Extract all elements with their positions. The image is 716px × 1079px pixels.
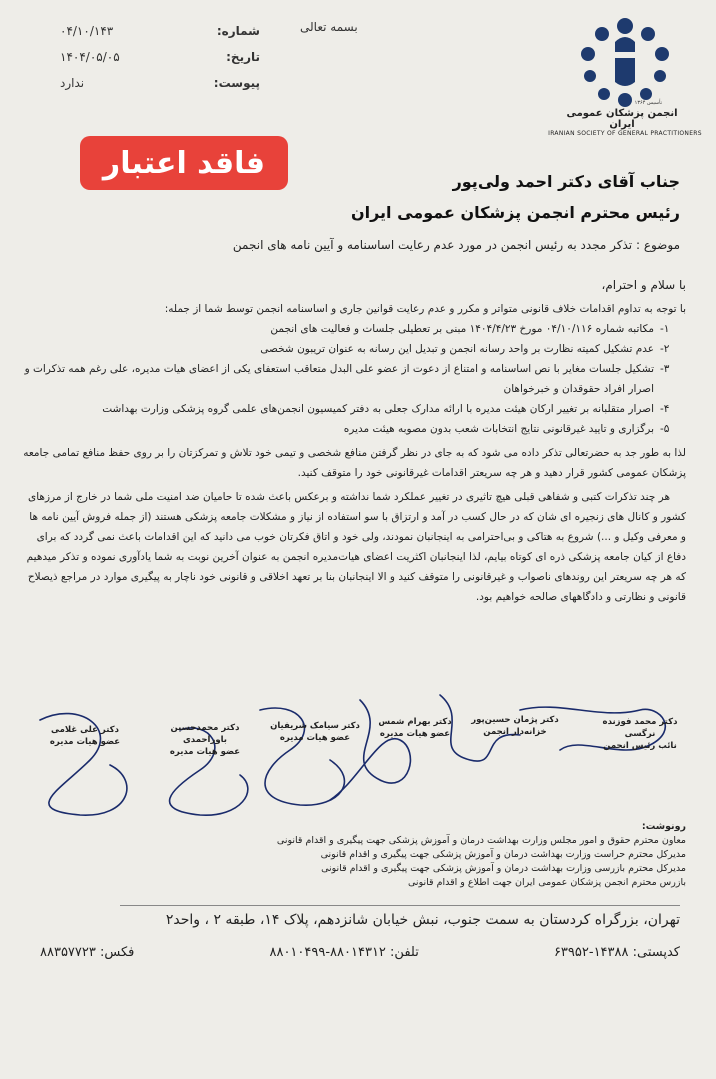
signer (270, 720, 360, 744)
number-label: شماره: (216, 24, 260, 38)
signer-name: دکتر بهرام شمس (378, 717, 452, 727)
cc-line: معاون محترم حقوق و امور مجلس وزارت بهداشت درمان و آموزش پزشکی جهت پیگیری و اقدام قانونی (276, 835, 686, 846)
signer (590, 716, 690, 752)
signer-role: عضو هیات مدیره (49, 737, 121, 747)
greeting: با سلام و احترام، (601, 278, 686, 292)
carbon-copy (26, 820, 686, 890)
item-text: برگزاری و تایید غیرقانونی نتایج انتخابات شعب بدون مصوبه هیئت مدیره (343, 423, 654, 435)
paragraph-1: لذا به طور جد به حضرتعالی تذکر داده می شود که به جای در نظر گرفتن منافع شخصی و تیمی خود تلاش و تمرکزتان را بر روی حفظ منافع تمامی جامعه پزشکان عمومی کشور قرار دهید و هر چه سریعتر اقدامات غیرقانونی خود را متوقف کنید. (23, 447, 686, 479)
item-text: تشکیل جلسات مغایر با نص اساسنامه و امتناع از دعوت از عضو علی البدل متعاقب استعفای یکی از اعضای هیات مدیره، علی رغم همه تذکرات و اصرار افراد حقوقدان و خبرخواهان (24, 363, 654, 395)
list-item (21, 419, 686, 439)
list-item (21, 359, 686, 399)
letter-meta (60, 18, 260, 96)
isgp-emblem-icon (560, 12, 690, 122)
footer-phone: تلفن: ۸۸۰۱۴۳۱۲-۸۸۰۱۰۴۹۹ (269, 945, 419, 960)
cc-line: مدیرکل محترم حراست وزارت بهداشت درمان و آموزش پزشکی جهت پیگیری و اقدام قانونی (320, 849, 686, 860)
attachment-value: ندارد (60, 76, 85, 90)
intro: با توجه به تداوم اقدامات خلاف قانونی متواتر و مکرر و عدم رعایت قوانین جاری و اساسنامه انجمن توسط شما از جمله: (164, 303, 686, 315)
list-item (21, 399, 686, 419)
signer-role: خزانه‌دار انجمن (483, 727, 547, 737)
signer-name: دکتر محمد فوزنده نرگسی (602, 717, 678, 739)
attachment-row (60, 70, 260, 96)
letter-body (21, 275, 686, 607)
addressee-title: رئیس محترم انجمن پزشکان عمومی ایران (350, 203, 680, 222)
item-number: ۵- (660, 423, 670, 435)
signer-role: عضو هیات مدیره (279, 733, 351, 743)
signer (470, 714, 560, 738)
logo-name-fa: انجمن پزشکان عمومی ایران (566, 108, 678, 130)
date-value: ۱۴۰۴/۰۵/۰۵ (60, 50, 120, 64)
footer-divider (120, 905, 680, 906)
signer (40, 724, 130, 748)
number-row (60, 18, 260, 44)
signer (370, 716, 460, 740)
signers-row (30, 710, 700, 770)
cc-line: بازرس محترم انجمن پزشکان عمومی ایران جهت اطلاع و اقدام قانونی (408, 877, 686, 888)
item-number: ۲- (660, 343, 670, 355)
subject-line: موضوع : تذکر مجدد به رئیس انجمن در مورد عدم رعایت اساسنامه و آیین نامه های انجمن (232, 238, 680, 252)
society-logo (560, 12, 690, 142)
item-text: عدم تشکیل کمیته نظارت بر واحد رسانه انجمن و تبدیل این رسانه به عنوان تریبون شخصی (260, 343, 654, 355)
date-label: تاریخ: (226, 50, 260, 64)
invalid-stamp: فاقد اعتبار (80, 136, 288, 190)
cc-label: رونوشت: (641, 821, 686, 832)
footer-postal: کدپستی: ۱۴۳۸۸-۶۳۹۵۲ (553, 945, 680, 960)
signer-role: عضو هیات مدیره (379, 729, 451, 739)
cc-line: مدیرکل محترم بازرسی وزارت بهداشت درمان و آموزش پزشکی جهت پیگیری و اقدام قانونی (321, 863, 686, 874)
signer (150, 722, 260, 758)
paragraph-2: هر چند تذکرات کتبی و شفاهی قبلی هیچ تاثیری در تغییر عملکرد شما نداشته و برعکس باعث شده تا حامیان ضد امنیت ملی شما در خارج از مرزهای کشور و کانال های زنجیره ای شان که در حال کسب در آمد و ارتزاق با سو استفاده از نیاز و مشکلات جامعه پزشکی هستند (از جمله فروش آیین نامه ها و معرفی وکیل و ...) شروع به هتاکی و بی‌احترامی به اینجانبان نمودند، ولی خود و اتاق فکرتان خوب می دانید که این اقدامات باعث نمی گردد که برای دفاع از کیان جامعه پزشکی ذره ای کوتاه بیایم، لذا اینجانبان اکثریت اعضای هیات‌مدیره انجمن به عنوان آخرین نوبت به شما یادآوری نموده و تذکر میدهیم که هر چه سریعتر این روندهای ناصواب و غیرقانونی را متوقف کنید و الا اینجانبان بنا بر تعهد اخلاقی و قانونی خود ناچار به پیگیری موارد در مراجع ذیصلاح قانونی و نظارتی و دادگاههای صالحه خواهیم بود. (26, 491, 686, 603)
addressee-name: جناب آقای دکتر احمد ولی‌پور (452, 172, 680, 191)
item-number: ۴- (660, 403, 670, 415)
violation-list (21, 319, 686, 439)
list-item (21, 339, 686, 359)
signer-name: دکتر علی غلامی (51, 725, 119, 735)
logo-founded: تأسیس ۱۳۶۴ (634, 100, 662, 106)
footer-fax: فکس: ۸۸۳۵۷۷۲۳ (40, 945, 135, 960)
item-text: مکاتبه شماره ۰۴/۱۰/۱۱۶ مورخ ۱۴۰۴/۴/۲۳ مبنی بر تعطیلی جلسات و فعالیت های انجمن (270, 323, 654, 335)
basmala: بسمه تعالی (300, 20, 358, 34)
date-row (60, 44, 260, 70)
item-number: ۳- (660, 363, 670, 375)
attachment-label: پیوست: (213, 76, 260, 90)
item-number: ۱- (660, 323, 670, 335)
item-text: اصرار متقلبانه بر تغییر ارکان هیئت مدیره با ارائه مدارک جعلی به دفتر کمیسیون انجمن‌های علمی گروه پزشکی وزارت بهداشت (102, 403, 654, 415)
signer-name: دکتر پژمان حسین‌پور (471, 715, 559, 725)
signer-role: عضو هیات مدیره (169, 747, 241, 757)
signer-role: نائب رئیس انجمن (603, 741, 677, 751)
list-item (21, 319, 686, 339)
number-value: ۰۴/۱۰/۱۴۳ (60, 24, 114, 38)
logo-name-en: IRANIAN SOCIETY OF GENERAL PRACTITIONERS (548, 130, 702, 137)
footer-contacts (40, 945, 680, 960)
signer-name: دکتر سیامک شریفیان (270, 721, 360, 731)
footer-address: تهران، بزرگراه کردستان به سمت جنوب، نبش خیابان شانزدهم، پلاک ۱۴، طبقه ۲ ، واحد۲ (165, 912, 680, 928)
signer-name: دکتر محمدحسین باور‌احمدی (170, 723, 240, 745)
